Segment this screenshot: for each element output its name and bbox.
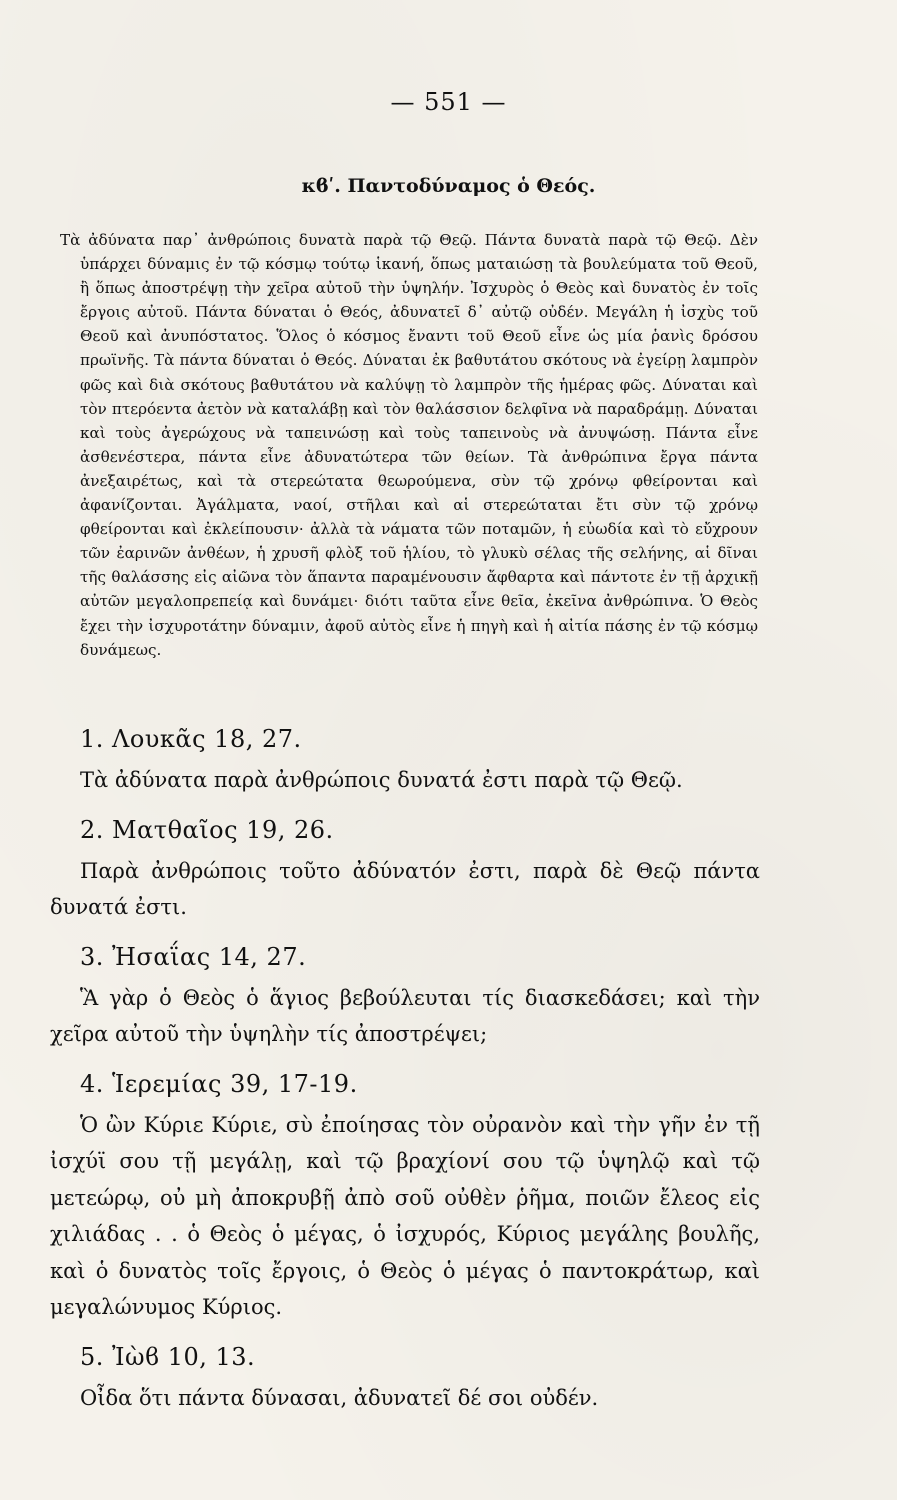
reference-heading: 2. Ματθαῖος 19, 26.	[80, 815, 334, 844]
reference-heading: 4. Ἱερεμίας 39, 17-19.	[80, 1069, 358, 1098]
reference-heading: 3. Ἠσαΐας 14, 27.	[80, 942, 307, 971]
reference-item	[50, 940, 760, 1053]
page-number: — 551 —	[390, 88, 507, 116]
reference-quote: Ὁ ὢν Κύριε Κύριε, σὺ ἐποίησας τὸν οὐρανὸν καὶ τὴν γῆν ἐν τῇ ἰσχύϊ σου τῇ μεγάλῃ, καὶ τῷ βραχίονί σου τῷ ὑψηλῷ καὶ τῷ μετεώρῳ, οὐ μὴ ἀποκρυβῇ ἀπὸ σοῦ οὐθὲν ῥῆμα, ποιῶν ἔλεος εἰς χιλιάδας . . ὁ Θεὸς ὁ μέγας, ὁ ἰσχυρός, Κύριος μεγάλης βουλῆς, καὶ ὁ δυνατὸς τοῖς ἔργοις, ὁ Θεὸς ὁ μέγας ὁ παντοκράτωρ, καὶ μεγαλώνυμος Κύριος.	[50, 1112, 760, 1319]
reference-quote: Οἶδα ὅτι πάντα δύνασαι, ἀδυνατεῖ δέ σοι οὐδέν.	[80, 1385, 599, 1410]
scripture-references	[50, 722, 760, 1430]
reference-heading: 1. Λουκᾶς 18, 27.	[80, 725, 302, 753]
reference-quote: Παρὰ ἀνθρώποις τοῦτο ἀδύνατόν ἐστι, παρὰ δὲ Θεῷ πάντα δυνατά ἐστι.	[50, 858, 760, 919]
body-paragraph: Τὰ ἀδύνατα παρ᾽ ἀνθρώποις δυνατὰ παρὰ τῷ Θεῷ. Πάντα δυνατὰ παρὰ τῷ Θεῷ. Δὲν ὑπάρχει δύναμις ἐν τῷ κόσμῳ τούτῳ ἱκανή, ὅπως ματαιώσῃ τὰ βουλεύματα τοῦ Θεοῦ, ἢ ὅπως ἀποστρέψῃ τὴν χεῖρα αὐτοῦ τὴν ὑψηλήν. Ἰσχυρὸς ὁ Θεὸς καὶ δυνατὸς ἐν τοῖς ἔργοις αὐτοῦ. Πάντα δύναται ὁ Θεός, ἀδυνατεῖ δ᾽ αὐτῷ οὐδέν. Μεγάλη ἡ ἰσχὺς τοῦ Θεοῦ καὶ ἀνυπόστατος. Ὅλος ὁ κόσμος ἔναντι τοῦ Θεοῦ εἶνε ὡς μία ῥανὶς δρόσου πρωϊνῆς. Τὰ πάντα δύναται ὁ Θεός. Δύναται ἐκ βαθυτάτου σκότους νὰ ἐγείρῃ λαμπρὸν φῶς καὶ διὰ σκότους βαθυτάτου νὰ καλύψῃ τὸ λαμπρὸν τῆς ἡμέρας φῶς. Δύναται καὶ τὸν πτερόεντα ἀετὸν νὰ καταλάβῃ καὶ τὸν θαλάσσιον δελφῖνα νὰ παραδράμῃ. Δύναται καὶ τοὺς ἀγερώχους νὰ ταπεινώσῃ καὶ τοὺς ταπεινοὺς νὰ ἀνυψώσῃ. Πάντα εἶνε ἀσθενέστερα, πάντα εἶνε ἀδυνατώτερα τῶν θείων. Τὰ ἀνθρώπινα ἔργα πάντα ἀνεξαιρέτως, καὶ τὰ στερεώτατα θεωρούμενα, σὺν τῷ χρόνῳ φθείρονται καὶ ἀφανίζονται. Ἀγάλματα, ναοί, στῆλαι καὶ αἱ στερεώταται ἔτι σὺν τῷ χρόνῳ φθείρονται καὶ ἐκλείπουσιν· ἀλλὰ τὰ νάματα τῶν ποταμῶν, ἡ εὐωδία καὶ τὸ εὔχρουν τῶν ἐαρινῶν ἀνθέων, ἡ χρυσῆ φλὸξ τοῦ ἡλίου, τὸ γλυκὺ σέλας τῆς σελήνης, αἱ δῖναι τῆς θαλάσσης εἰς αἰῶνα τὸν ἅπαντα παραμένουσιν ἄφθαρτα καὶ πάντοτε ἐν τῇ ἀρχικῇ αὐτῶν μεγαλοπρεπείᾳ καὶ δυνάμει· διότι ταῦτα εἶνε θεῖα, ἐκεῖνα ἀνθρώπινα. Ὁ Θεὸς ἔχει τὴν ἰσχυροτάτην δύναμιν, ἀφοῦ αὐτὸς εἶνε ἡ πηγὴ καὶ ἡ αἰτία πάσης ἐν τῷ κόσμῳ δυνάμεως.	[60, 231, 758, 659]
reference-item	[80, 1340, 760, 1417]
reference-heading: 5. Ἰὼϐ 10, 13.	[80, 1342, 256, 1371]
reference-item	[80, 722, 760, 799]
reference-item	[50, 813, 760, 926]
reference-quote: Ἃ γὰρ ὁ Θεὸς ὁ ἅγιος βεβούλευται τίς διασκεδάσει; καὶ τὴν χεῖρα αὐτοῦ τὴν ὑψηλὴν τίς ἀποστρέψει;	[50, 985, 760, 1046]
reference-item	[50, 1067, 760, 1326]
reference-quote: Τὰ ἀδύνατα παρὰ ἀνθρώποις δυνατά ἐστι παρὰ τῷ Θεῷ.	[80, 768, 683, 792]
chapter-title: κϐʹ. Παντοδύναμος ὁ Θεός.	[301, 175, 596, 197]
